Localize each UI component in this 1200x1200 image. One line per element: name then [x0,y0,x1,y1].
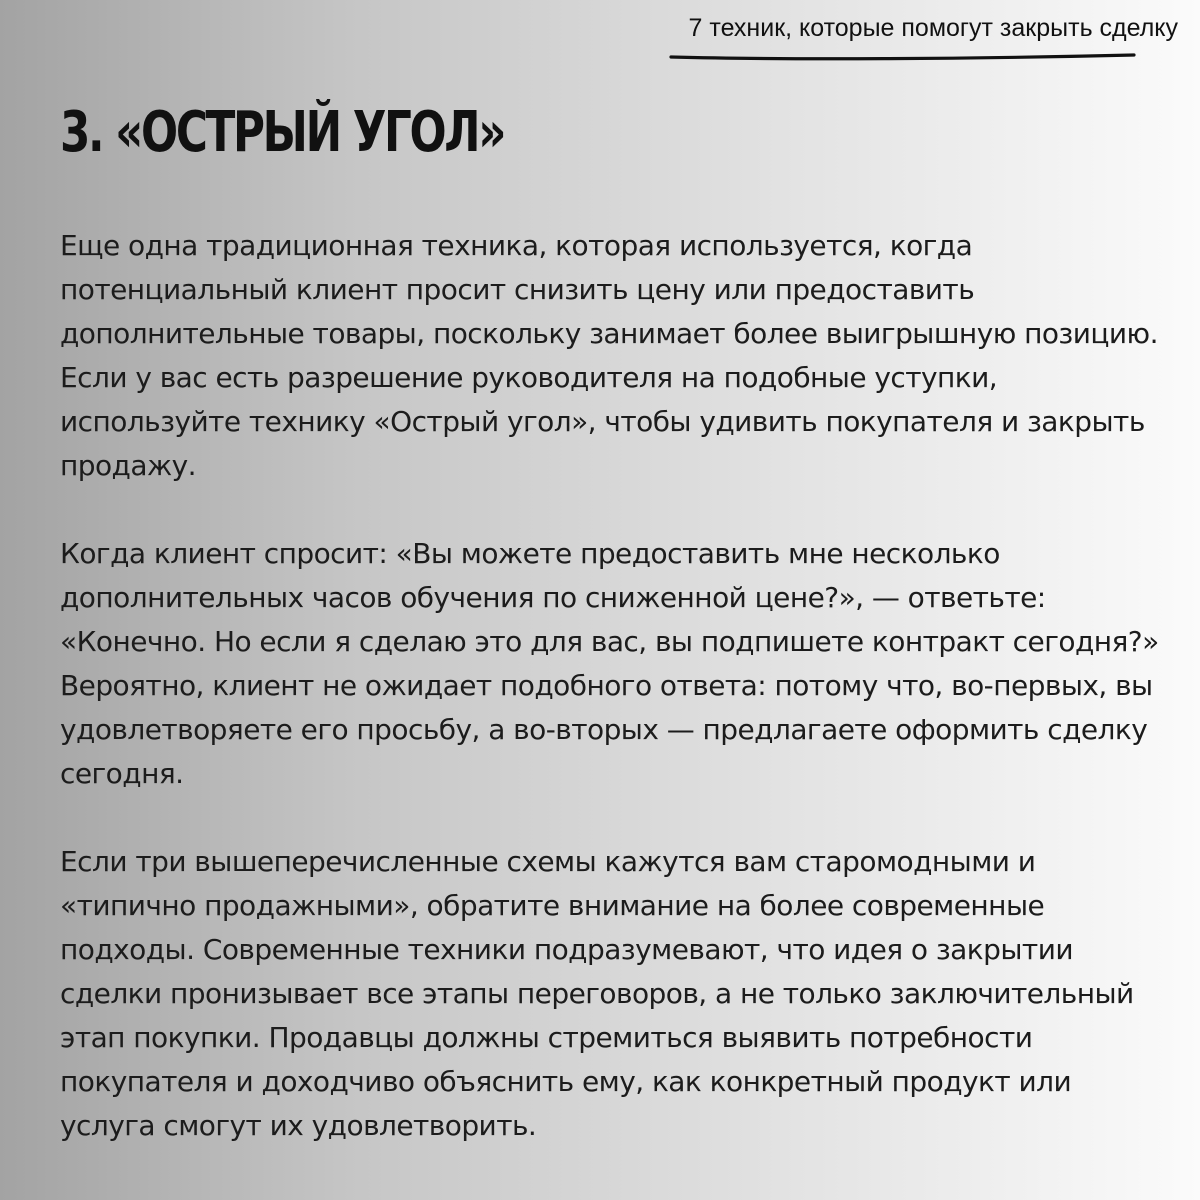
paragraph-1: Еще одна традиционная техника, которая используется, когда потенциальный клиент просит снизить цену или предоставить дополнительные товары, поскольку занимает более выигрышную позицию. Если у вас есть разрешение руководителя на подобные уступки, используйте технику «Острый угол», чтобы удивить покупателя и закрыть продажу. [60,229,1158,482]
header-underline [668,48,1138,64]
section-title: 3. «ОСТРЫЙ УГОЛ» [60,100,505,165]
article-body [60,224,1170,1148]
paragraph-3: Если три вышеперечисленные схемы кажутся вам старомодными и «типично продажными», обратите внимание на более современные подходы. Современные техники подразумевают, что идея о закрытии сделки пронизывает все этапы переговоров, а не только заключительный этап покупки. Продавцы должны стремиться выявить потребности покупателя и доходчиво объяснить ему, как конкретный продукт или услуга смогут их удовлетворить. [60,845,1134,1142]
paragraph-2: Когда клиент спросит: «Вы можете предоставить мне несколько дополнительных часов обучения по сниженной цене?», — ответьте: «Конечно. Но если я сделаю это для вас, вы подпишете контракт сегодня?» Вероятно, клиент не ожидает подобного ответа: потому что, во-первых, вы удовлетворяете его просьбу, а во-вторых — предлагаете оформить сделку сегодня. [60,537,1159,790]
header-caption: 7 техник, которые помогут закрыть сделку [688,14,1178,42]
